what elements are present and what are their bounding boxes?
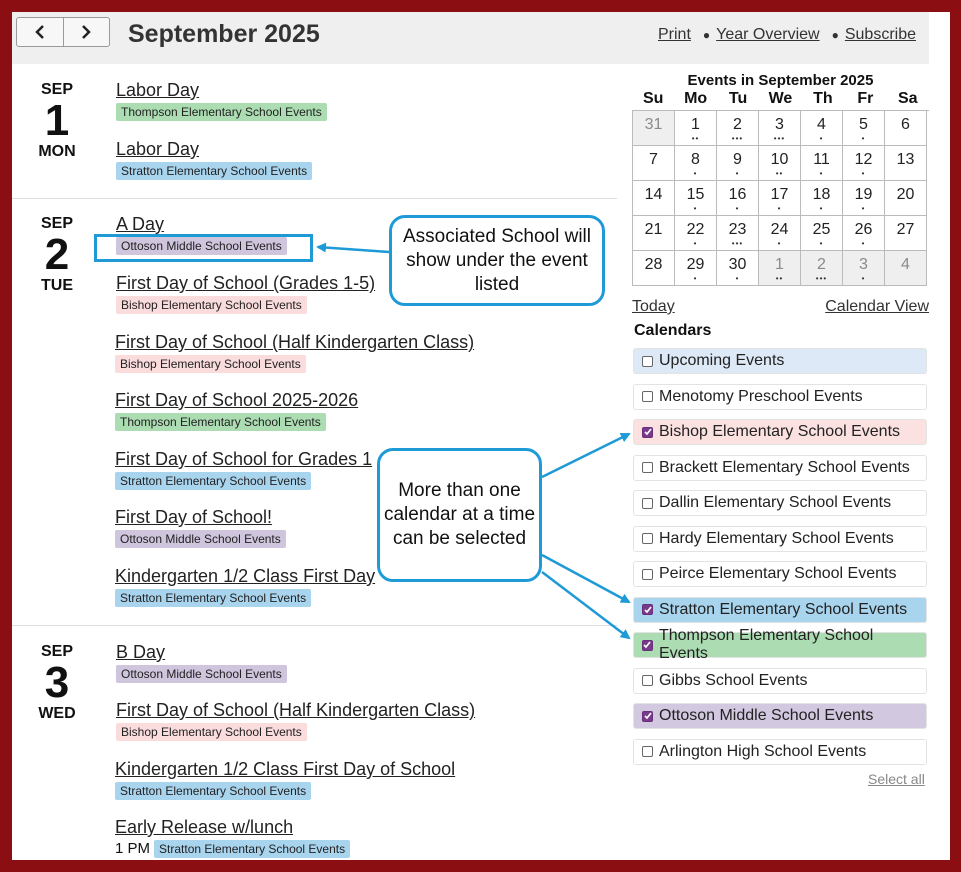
event-item bbox=[116, 642, 287, 683]
calendar-option[interactable] bbox=[633, 668, 927, 694]
mini-calendar-day[interactable] bbox=[843, 111, 885, 146]
checkbox-icon[interactable] bbox=[642, 391, 653, 402]
checkbox-icon[interactable] bbox=[642, 675, 653, 686]
event-dots-icon: • bbox=[777, 239, 782, 248]
mini-calendar-day[interactable] bbox=[885, 111, 927, 146]
weekday-label: Sa bbox=[897, 90, 918, 107]
checkbox-checked-icon[interactable] bbox=[642, 640, 653, 651]
event-time: 1 PM bbox=[115, 840, 151, 857]
checkbox-icon[interactable] bbox=[642, 356, 653, 367]
mini-calendar-day[interactable] bbox=[633, 216, 675, 251]
event-calendar-tag: Bishop Elementary School Events bbox=[115, 355, 306, 373]
date-month: SEP bbox=[40, 643, 73, 660]
mini-calendar-day[interactable] bbox=[843, 251, 885, 286]
calendar-option[interactable] bbox=[633, 703, 927, 729]
event-dots-icon: ••• bbox=[731, 134, 744, 143]
chevron-right-icon bbox=[80, 24, 92, 40]
event-dots-icon: • bbox=[861, 204, 866, 213]
day-number: 23 bbox=[728, 221, 747, 238]
year-overview-link[interactable]: Year Overview bbox=[716, 26, 820, 43]
event-item bbox=[115, 507, 286, 548]
event-dots-icon: ••• bbox=[773, 134, 786, 143]
weekday-label: Th bbox=[813, 90, 833, 107]
mini-calendar-day[interactable] bbox=[801, 181, 843, 216]
calendar-option-label: Dallin Elementary School Events bbox=[659, 494, 892, 511]
calendar-option[interactable] bbox=[633, 490, 927, 516]
event-dots-icon: • bbox=[735, 274, 740, 283]
date-weekday: WED bbox=[38, 705, 76, 722]
calendar-header bbox=[12, 12, 929, 64]
day-number: 25 bbox=[812, 221, 831, 238]
date-weekday: MON bbox=[38, 143, 76, 160]
day-number: 18 bbox=[812, 186, 831, 203]
date-number: 1 bbox=[44, 96, 70, 145]
mini-calendar-day[interactable] bbox=[675, 181, 717, 216]
callout-multiple-calendars: More than one calendar at a time can be selected bbox=[377, 448, 542, 582]
day-number: 2 bbox=[817, 256, 826, 273]
event-dots-icon: • bbox=[819, 239, 824, 248]
event-dots-icon: •• bbox=[691, 134, 700, 143]
day-number: 26 bbox=[854, 221, 873, 238]
event-dots-icon: • bbox=[861, 169, 866, 178]
calendar-option-label: Ottoson Middle School Events bbox=[659, 707, 874, 724]
day-number: 28 bbox=[644, 256, 663, 273]
event-calendar-tag: Stratton Elementary School Events bbox=[116, 162, 312, 180]
day-number: 13 bbox=[896, 151, 915, 168]
event-calendar-tag: Stratton Elementary School Events bbox=[115, 589, 311, 607]
event-item bbox=[116, 80, 327, 121]
today-link[interactable]: Today bbox=[632, 298, 675, 315]
day-number: 8 bbox=[691, 151, 700, 168]
event-item bbox=[115, 759, 455, 800]
chevron-left-icon bbox=[34, 24, 46, 40]
mini-calendar-day[interactable] bbox=[675, 251, 717, 286]
weekday-label: Fr bbox=[857, 90, 874, 107]
event-title-link[interactable]: First Day of School (Grades 1-5) bbox=[116, 273, 376, 293]
day-number: 9 bbox=[733, 151, 742, 168]
day-number: 30 bbox=[728, 256, 747, 273]
mini-calendar-day[interactable] bbox=[801, 146, 843, 181]
mini-calendar-day[interactable] bbox=[843, 216, 885, 251]
event-dots-icon: • bbox=[819, 134, 824, 143]
mini-calendar-week bbox=[633, 146, 929, 181]
arrow-to-thompson bbox=[542, 572, 629, 638]
calendars-heading: Calendars bbox=[634, 322, 712, 339]
calendar-option[interactable] bbox=[633, 526, 927, 552]
date-block bbox=[12, 81, 102, 161]
calendar-option[interactable] bbox=[633, 455, 927, 481]
separator: ● bbox=[831, 28, 839, 42]
calendar-option-label: Peirce Elementary School Events bbox=[659, 565, 897, 582]
calendar-option-label: Brackett Elementary School Events bbox=[659, 458, 910, 476]
day-divider bbox=[12, 198, 617, 199]
event-calendar-tag: Ottoson Middle School Events bbox=[115, 530, 286, 548]
event-title-link[interactable]: First Day of School 2025-2026 bbox=[115, 390, 359, 410]
day-number: 31 bbox=[644, 116, 663, 133]
calendar-option-label: Bishop Elementary School Events bbox=[659, 423, 901, 440]
calendar-option[interactable] bbox=[633, 419, 927, 445]
calendar-page bbox=[12, 12, 950, 860]
day-number: 3 bbox=[859, 256, 868, 273]
event-title-link[interactable]: Labor Day bbox=[116, 139, 200, 159]
day-number: 3 bbox=[775, 116, 784, 133]
day-number: 6 bbox=[901, 116, 910, 133]
day-number: 27 bbox=[896, 221, 915, 238]
event-dots-icon: ••• bbox=[731, 239, 744, 248]
event-dots-icon: •• bbox=[775, 169, 784, 178]
date-block bbox=[12, 215, 102, 295]
mini-calendar-week bbox=[633, 111, 929, 146]
event-title-link[interactable]: Labor Day bbox=[116, 80, 200, 100]
day-number: 4 bbox=[901, 256, 910, 273]
mini-calendar-day[interactable] bbox=[801, 251, 843, 286]
day-number: 14 bbox=[644, 186, 663, 203]
date-block bbox=[12, 643, 102, 723]
event-title-link[interactable]: First Day of School for Grades 1 bbox=[115, 449, 373, 469]
event-dots-icon: • bbox=[861, 239, 866, 248]
event-item bbox=[116, 273, 375, 314]
calendar-option-label: Thompson Elementary School Events bbox=[658, 627, 874, 662]
calendar-option[interactable] bbox=[633, 384, 927, 410]
mini-calendar-day[interactable] bbox=[633, 251, 675, 286]
weekday-label: Su bbox=[642, 90, 664, 107]
day-number: 16 bbox=[728, 186, 747, 203]
mini-calendar-week bbox=[633, 181, 929, 216]
checkbox-icon[interactable] bbox=[642, 462, 653, 473]
mini-calendar-title: Events in September 2025 bbox=[687, 72, 874, 89]
print-link[interactable]: Print bbox=[657, 26, 691, 43]
event-dots-icon: • bbox=[819, 204, 824, 213]
header-links bbox=[658, 26, 916, 44]
event-dots-icon: • bbox=[777, 204, 782, 213]
event-dots-icon: •• bbox=[775, 274, 784, 283]
mini-calendar-day[interactable] bbox=[801, 111, 843, 146]
event-item bbox=[115, 390, 358, 431]
event-item bbox=[116, 700, 475, 741]
event-dots-icon: • bbox=[693, 169, 698, 178]
next-month-button[interactable] bbox=[63, 18, 110, 46]
mini-calendar-day[interactable] bbox=[885, 251, 927, 286]
event-item bbox=[115, 449, 372, 490]
day-divider bbox=[12, 625, 617, 626]
event-dots-icon: • bbox=[861, 274, 866, 283]
mini-calendar-day[interactable] bbox=[759, 181, 801, 216]
event-title-link[interactable]: First Day of School (Half Kindergarten Class) bbox=[116, 700, 476, 720]
event-dots-icon: • bbox=[693, 204, 698, 213]
weekday-label: We bbox=[768, 90, 793, 107]
event-calendar-tag: Thompson Elementary School Events bbox=[116, 103, 327, 121]
event-dots-icon: • bbox=[861, 134, 866, 143]
mini-calendar-day[interactable] bbox=[885, 146, 927, 181]
day-number: 21 bbox=[644, 221, 663, 238]
mini-calendar-day[interactable] bbox=[759, 111, 801, 146]
calendar-option-label: Hardy Elementary School Events bbox=[659, 529, 894, 547]
day-number: 4 bbox=[817, 116, 826, 133]
mini-calendar-day[interactable] bbox=[801, 216, 843, 251]
calendar-option[interactable] bbox=[633, 739, 927, 765]
mini-calendar-day[interactable] bbox=[759, 216, 801, 251]
mini-calendar-day[interactable] bbox=[717, 216, 759, 251]
arrow-to-stratton bbox=[542, 555, 629, 602]
event-dots-icon: • bbox=[819, 169, 824, 178]
day-number: 10 bbox=[770, 151, 789, 168]
calendar-option-label: Upcoming Events bbox=[659, 352, 785, 369]
event-title-link[interactable]: B Day bbox=[116, 642, 166, 662]
calendar-option[interactable] bbox=[633, 348, 927, 374]
calendar-option[interactable] bbox=[633, 597, 927, 623]
day-number: 1 bbox=[691, 116, 700, 133]
day-number: 12 bbox=[854, 151, 873, 168]
separator: ● bbox=[702, 28, 711, 42]
day-number: 1 bbox=[775, 256, 784, 273]
event-title-link[interactable]: Kindergarten 1/2 Class First Day bbox=[115, 566, 376, 586]
mini-calendar-day[interactable] bbox=[633, 181, 675, 216]
mini-calendar-day[interactable] bbox=[843, 181, 885, 216]
checkbox-icon[interactable] bbox=[642, 498, 653, 509]
mini-calendar-week bbox=[633, 251, 929, 286]
event-title-link[interactable]: A Day bbox=[116, 214, 165, 234]
date-weekday: TUE bbox=[41, 277, 73, 294]
event-dots-icon: ••• bbox=[815, 274, 828, 283]
mini-calendar-day[interactable] bbox=[717, 146, 759, 181]
checkbox-icon[interactable] bbox=[642, 746, 653, 757]
day-number: 22 bbox=[686, 221, 705, 238]
day-number: 2 bbox=[733, 116, 742, 133]
calendar-view-link[interactable]: Calendar View bbox=[825, 298, 929, 315]
event-calendar-tag: Bishop Elementary School Events bbox=[116, 723, 307, 741]
mini-calendar-day[interactable] bbox=[885, 216, 927, 251]
event-calendar-tag: Thompson Elementary School Events bbox=[115, 413, 326, 431]
checkbox-icon[interactable] bbox=[642, 533, 653, 544]
event-title-link[interactable]: First Day of School! bbox=[115, 507, 273, 527]
prev-month-button[interactable] bbox=[17, 18, 63, 46]
arrow-to-bishop bbox=[542, 434, 629, 477]
day-number: 7 bbox=[649, 151, 658, 168]
mini-calendar-day[interactable] bbox=[759, 251, 801, 286]
mini-calendar-day[interactable] bbox=[675, 216, 717, 251]
event-item bbox=[115, 332, 474, 373]
day-number: 11 bbox=[813, 151, 830, 168]
date-month: SEP bbox=[40, 81, 73, 98]
highlight-box bbox=[94, 234, 313, 262]
event-item bbox=[116, 139, 312, 180]
mini-calendar-day[interactable] bbox=[759, 146, 801, 181]
mini-calendar-weekdays bbox=[632, 90, 929, 108]
event-title-link[interactable]: First Day of School (Half Kindergarten Class) bbox=[115, 332, 475, 352]
arrow-to-tag bbox=[318, 247, 389, 252]
event-calendar-tag: Stratton Elementary School Events bbox=[115, 472, 311, 490]
day-number: 24 bbox=[770, 221, 789, 238]
mini-calendar-day[interactable] bbox=[843, 146, 885, 181]
event-dots-icon: • bbox=[693, 239, 698, 248]
checkbox-icon[interactable] bbox=[642, 569, 653, 580]
checkbox-checked-icon[interactable] bbox=[642, 604, 653, 615]
mini-calendar-week bbox=[633, 216, 929, 251]
date-month: SEP bbox=[40, 215, 73, 232]
calendar-option[interactable] bbox=[633, 627, 927, 662]
event-dots-icon: • bbox=[735, 204, 740, 213]
checkbox-checked-icon[interactable] bbox=[642, 427, 653, 438]
mini-calendar-day[interactable] bbox=[675, 111, 717, 146]
event-calendar-tag: Ottoson Middle School Events bbox=[116, 665, 287, 683]
event-dots-icon: • bbox=[693, 274, 698, 283]
date-number: 2 bbox=[44, 230, 70, 279]
mini-calendar-day[interactable] bbox=[717, 251, 759, 286]
select-all-link[interactable]: Select all bbox=[868, 771, 925, 787]
date-number: 3 bbox=[44, 658, 70, 707]
calendar-option-label: Arlington High School Events bbox=[659, 742, 867, 760]
event-dots-icon: • bbox=[735, 169, 740, 178]
weekday-label: Tu bbox=[728, 90, 748, 107]
event-calendar-tag: Stratton Elementary School Events bbox=[115, 782, 311, 800]
page-title: September 2025 bbox=[128, 20, 320, 48]
calendar-option-label: Stratton Elementary School Events bbox=[659, 600, 908, 618]
calendar-option[interactable] bbox=[633, 561, 927, 587]
mini-calendar-grid bbox=[632, 110, 929, 286]
mini-calendar-day[interactable] bbox=[717, 111, 759, 146]
month-nav bbox=[16, 17, 110, 47]
mini-calendar-day[interactable] bbox=[717, 181, 759, 216]
day-number: 19 bbox=[854, 186, 873, 203]
callout-associated-school: Associated School will show under the event listed bbox=[389, 215, 605, 306]
mini-calendar-day[interactable] bbox=[885, 181, 927, 216]
subscribe-link[interactable]: Subscribe bbox=[844, 26, 916, 43]
mini-calendar-day[interactable] bbox=[633, 111, 675, 146]
day-number: 15 bbox=[686, 186, 705, 203]
calendar-option-label: Menotomy Preschool Events bbox=[659, 387, 863, 405]
event-title-link[interactable]: Early Release w/lunch bbox=[115, 817, 294, 837]
event-calendar-tag: Bishop Elementary School Events bbox=[116, 296, 307, 314]
mini-calendar-day[interactable] bbox=[633, 146, 675, 181]
event-title-link[interactable]: Kindergarten 1/2 Class First Day of School bbox=[115, 759, 456, 779]
day-number: 17 bbox=[770, 186, 789, 203]
day-number: 20 bbox=[896, 186, 915, 203]
event-calendar-tag: Stratton Elementary School Events bbox=[154, 840, 350, 858]
event-calendar-tag: Ottoson Middle School Events bbox=[116, 237, 287, 255]
checkbox-checked-icon[interactable] bbox=[642, 711, 653, 722]
event-item bbox=[115, 817, 350, 858]
weekday-label: Mo bbox=[684, 90, 708, 107]
event-item bbox=[115, 566, 375, 607]
mini-calendar-day[interactable] bbox=[675, 146, 717, 181]
mini-calendar bbox=[632, 72, 929, 315]
day-number: 5 bbox=[859, 116, 868, 133]
calendar-option-label: Gibbs School Events bbox=[659, 671, 808, 689]
day-number: 29 bbox=[686, 256, 705, 273]
